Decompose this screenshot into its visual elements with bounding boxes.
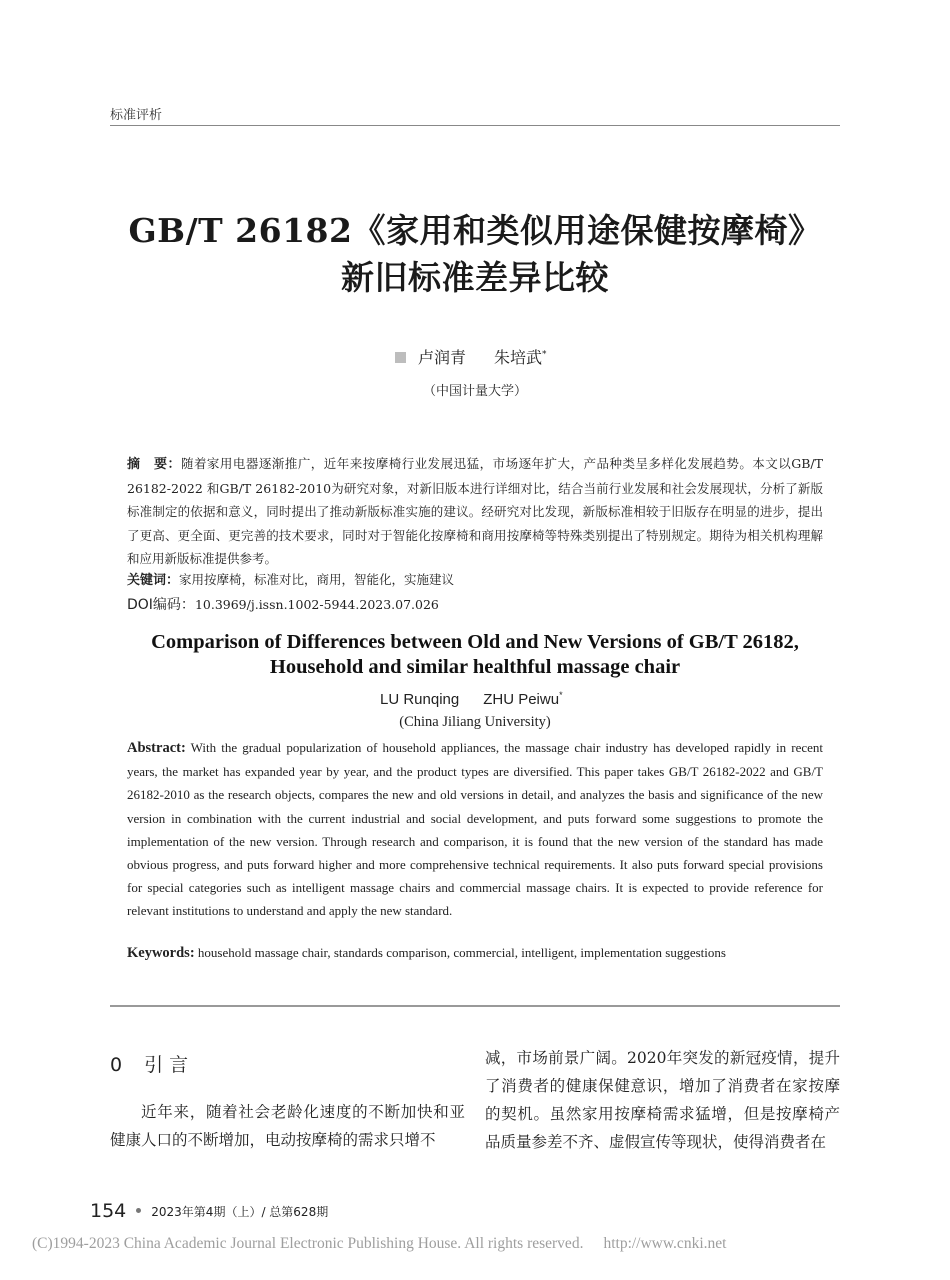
cnki-link[interactable]: http://www.cnki.net [603,1235,727,1252]
keywords-cn [127,569,454,588]
bullet-dot-icon [136,1208,141,1213]
author-en-2: ZHU Peiwu [483,691,560,708]
body-paragraph: 近年来，随着社会老龄化速度的不断加快和亚健康人口的不断增加，电动按摩椅的需求只增不 [110,1103,465,1149]
title-en-line2: Household and similar healthful massage chair [269,656,681,678]
title-cn-line2: 新旧标准差异比较 [341,258,609,297]
title-en [100,630,850,680]
affiliation-cn: （中国计量大学） [422,384,527,399]
abstract-cn [127,452,823,571]
section-tag: 标准评析 [110,108,163,123]
abstract-cn-label: 摘 要： [127,457,181,472]
affiliation-en: (China Jiliang University) [399,714,551,730]
abstract-en-label: Abstract: [127,740,186,756]
body-paragraph-continued: 减，市场前景广阔。2020年突发的新冠疫情，提升了消费者的健康保健意识，增加了消费者在家按摩的契机。虽然家用按摩椅需求猛增，但是按摩椅产品质量参差不齐、虚假宣传等现状，使得消费者在 [485,1049,840,1151]
abstract-cn-text: 随着家用电器逐渐推广，近年来按摩椅行业发展迅猛，市场逐年扩大，产品种类呈多样化发展趋势。本文以GB/T 26182-2022 和GB/T 26182-2010为研究对象，对新旧版本进行详细对比，结合当前行业发展和社会发展现状，分析了新版标准制定的依据和意义，同时提出了推动新版标准实施的建议。经研究对比发现，新版标准相较于旧版存在明显的进步，提出了更高、更全面、更完善的技术要求，同时对于智能化按摩椅和商用按摩椅等特殊类别提出了特别规定。期待为相关机构理解和应用新版标准提供参考。 [127,456,823,566]
title-en-line1: Comparison of Differences between Old and New Versions of GB/T 26182, [151,631,799,653]
keywords-en-label: Keywords: [127,945,195,961]
body-column-right [485,1044,840,1156]
issue-info: 2023年第4期（上）/ 总第628期 [151,1205,329,1219]
authors-en [380,690,563,708]
corresponding-mark-en: * [559,690,563,700]
page-number: 154 [90,1200,127,1222]
abstract-en [127,736,823,923]
corresponding-mark: * [542,349,547,360]
keywords-cn-text: 家用按摩椅，标准对比，商用，智能化，实施建议 [179,572,455,587]
title-cn-line1: GB/T 26182《家用和类似用途保健按摩椅》 [128,211,822,250]
keywords-en-text: household massage chair, standards comparison, commercial, intelligent, implementation suggestions [197,945,726,960]
section-separator [110,1005,840,1007]
author-cn-2: 朱培武 [494,348,543,367]
copyright-line [32,1235,932,1253]
header-rule [110,125,840,126]
keywords-cn-label: 关键词： [127,573,180,588]
section-number: 0 [110,1054,123,1076]
section-heading [110,1050,188,1077]
abstract-en-text: With the gradual popularization of household appliances, the massage chair industry has developed rapidly in recent years, the market has expanded year by year, and the product types are diversified. This paper takes GB/T 26182-2022 and GB/T 26182-2010 as the research objects, compares the new and old versions in detail, and analyzes the basis and significance of the new version in combination with the current industrial and social development, and puts forward some suggestions to promote the implementation of the new version. Through research and comparison, it is found that the new version of the standard has made obvious progress, and puts forward higher and more comprehensive technical requirements. It also puts forward special provisions for special categories such as intelligent massage chairs and commercial massage chairs. It is expected to provide reference for relevant institutions to understand and apply the new standard. [127,740,823,919]
copyright-text: (C)1994-2023 China Academic Journal Electronic Publishing House. All rights reserved. [32,1235,584,1252]
doi-value: 10.3969/j.issn.1002-5944.2023.07.026 [194,597,439,612]
doi [127,594,439,614]
keywords-en [127,945,726,962]
author-cn-1: 卢润青 [418,348,467,367]
square-bullet-icon [395,352,406,363]
author-en-1: LU Runqing [380,691,460,708]
page-footer [90,1200,328,1222]
authors-cn [395,345,547,368]
body-column-left [110,1098,465,1154]
section-title: 引 言 [144,1054,189,1076]
doi-label: DOI编码： [127,597,195,613]
